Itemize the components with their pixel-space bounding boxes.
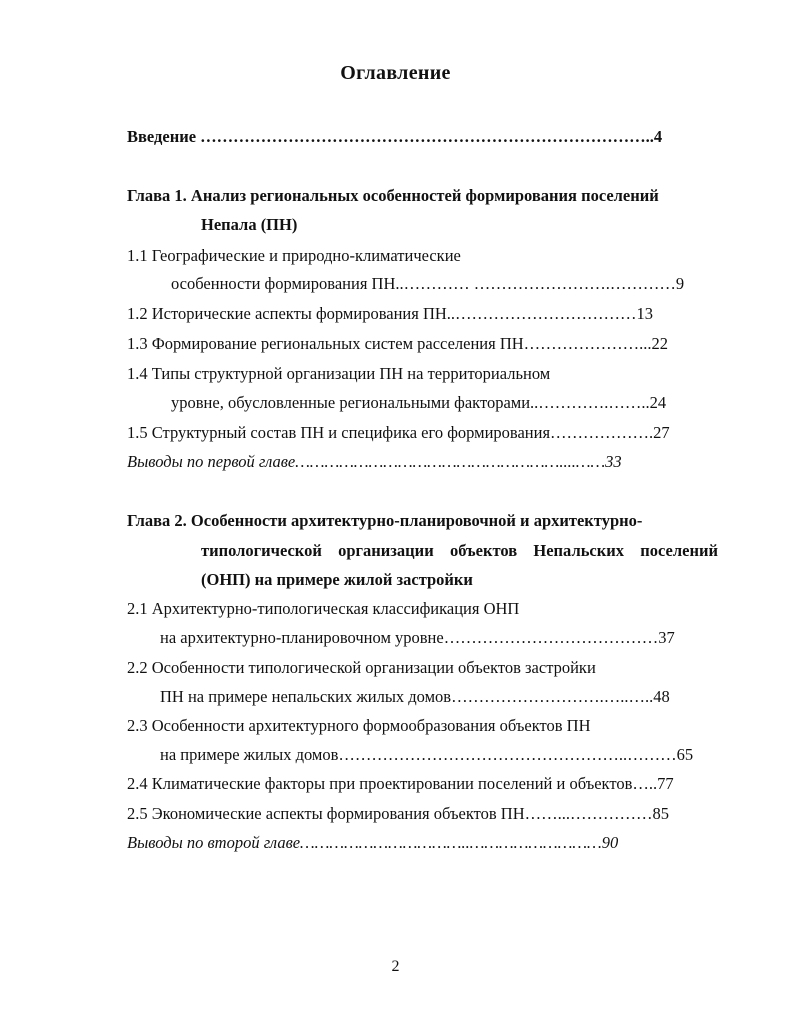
page-number: 2 xyxy=(391,958,400,975)
toc-entry-conclusions-2: Выводы по второй главе……………………………..………………………90 xyxy=(127,833,619,852)
toc-entry-2-3-line2: на примере жилых домов……………………………………………..………65 xyxy=(160,745,694,764)
toc-entry-1-1-line2: особенности формирования ПН..………… …………………….…………9 xyxy=(171,274,685,293)
chapter2-heading-line1: Глава 2. Особенности архитектурно-планировочной и архитектурно- xyxy=(127,511,643,530)
toc-entry-1-5: 1.5 Структурный состав ПН и специфика его формирования……………….27 xyxy=(127,423,670,442)
toc-entry-1-4-line2: уровне, обусловленные региональными факторами..………….……..24 xyxy=(171,393,667,412)
page-title: Оглавление xyxy=(340,62,451,84)
toc-entry-2-2-line2: ПН на примере непальских жилых домов……………………….…..…..48 xyxy=(160,687,670,706)
toc-entry-1-2: 1.2 Исторические аспекты формирования ПН..……………………………13 xyxy=(127,304,654,323)
toc-entry-1-3: 1.3 Формирование региональных систем расселения ПН…………………...22 xyxy=(127,334,669,353)
toc-entry-2-1-line1: 2.1 Архитектурно-типологическая классификация ОНП xyxy=(127,599,520,618)
toc-entry-2-4: 2.4 Климатические факторы при проектировании поселений и объектов…..77 xyxy=(127,774,674,793)
chapter2-heading-line3: (ОНП) на примере жилой застройки xyxy=(201,570,473,589)
toc-entry-2-3-line1: 2.3 Особенности архитектурного формообразования объектов ПН xyxy=(127,716,591,735)
toc-entry-2-2-line1: 2.2 Особенности типологической организации объектов застройки xyxy=(127,658,596,677)
chapter1-heading-line2: Непала (ПН) xyxy=(201,215,298,234)
chapter2-heading-line2: типологической организации объектов Непальских поселений xyxy=(201,541,718,560)
toc-entry-2-1-line2: на архитектурно-планировочном уровне…………………………………37 xyxy=(160,628,675,647)
toc-entry-1-1-line1: 1.1 Географические и природно-климатические xyxy=(127,246,461,265)
chapter1-heading-line1: Глава 1. Анализ региональных особенностей формирования поселений xyxy=(127,186,659,205)
toc-entry-conclusions-1: Выводы по первой главе………………………………………………....……33 xyxy=(127,452,622,471)
toc-entry-2-5: 2.5 Экономические аспекты формирования объектов ПН……...……………85 xyxy=(127,804,670,823)
toc-entry-1-4-line1: 1.4 Типы структурной организации ПН на территориальном xyxy=(127,364,551,383)
toc-entry-intro: Введение ………………………………………………………………………..4 xyxy=(127,127,663,146)
